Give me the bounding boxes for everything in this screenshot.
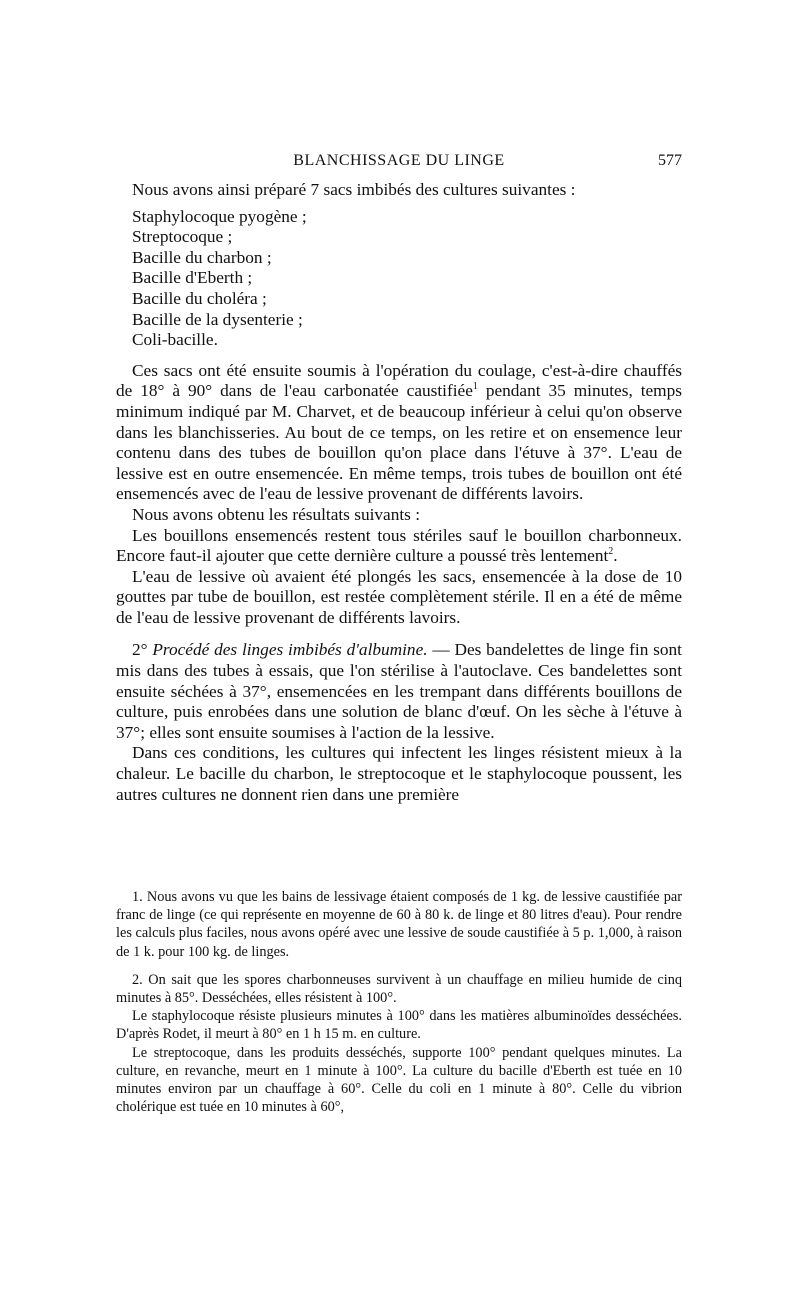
section-heading: Procédé des linges imbibés d'albumine. [152,640,428,660]
footnote-2-continued: Le streptocoque, dans les produits desséchés, supporte 100° pendant quelques minutes. La culture, en revanche, meurt en 1 minute à 100°. La culture du bacille d'Eberth est tuée en 10 minutes environ par un chauffage à 60°. Celle du coli en 1 minute à 80°. Celle du vibrion cholérique est tuée en 10 minutes à 60°, [116,1044,682,1116]
running-title: BLANCHISSAGE DU LINGE [293,152,505,169]
list-item: Coli-bacille. [132,330,218,350]
list-item: Bacille du choléra ; [132,288,267,308]
paragraph-text: . [613,546,618,566]
section-number: 2° [132,640,153,660]
list-item: Bacille du charbon ; [132,247,272,267]
paragraph-text: — Des bandelettes de linge fin sont mis dans des tubes à essais, que l'on stérilise à l'autoclave. Ces bandelettes sont ensuite séchées à 37°, ensemencées en les trempant dans différents bouillons de culture, puis enrobées dans une solution de blanc d'œuf. On les sèche à l'étuve à 37°; elles sont ensuite soumises à l'action de la lessive. [116,640,682,742]
paragraph-results-intro: Nous avons obtenu les résultats suivants : [132,504,420,524]
culture-list [132,207,682,351]
page-number: 577 [658,152,682,169]
paragraph-coulage [116,361,682,505]
footnote-ref: 2 [608,546,614,558]
paragraph-bouillons [116,526,682,567]
paragraph-text: pendant 35 minutes, temps minimum indiqué par M. Charvet, et de beaucoup inférieur à celui qu'on observe dans les blanchisseries. Au bout de ce temps, on les retire et on ensemence leur contenu dans des tubes de bouillon qu'on place dans l'étuve à 37°. L'eau de lessive est en outre ensemencée. En même temps, trois tubes de bouillon ont été ensemencés avec de l'eau de lessive provenant de différents lavoirs. [116,381,682,504]
footnote-2-continued: Le staphylocoque résiste plusieurs minutes à 100° dans les matières albuminoïdes desséchées. D'après Rodet, il meurt à 80° en 1 h 15 m. en culture. [116,1008,682,1043]
footnotes [116,888,682,1116]
paragraph-conditions: Dans ces conditions, les cultures qui infectent les linges résistent mieux à la chaleur. Le bacille du charbon, le streptocoque et le staphylocoque poussent, les autres cultures ne donnent rien dans une première [116,743,682,804]
footnote-ref: 1 [472,381,478,393]
list-item: Bacille d'Eberth ; [132,268,253,288]
list-item: Streptocoque ; [132,227,233,247]
footnote-2: 2. On sait que les spores charbonneuses survivent à un chauffage en milieu humide de cinq minutes à 85°. Desséchées, elles résistent à 100°. [116,971,682,1007]
intro-paragraph: Nous avons ainsi préparé 7 sacs imbibés des cultures suivantes : [132,180,576,199]
list-item: Staphylocoque pyogène ; [132,206,307,226]
main-text [116,180,682,805]
paragraph-text: Ces sacs ont été ensuite soumis à l'opération du coulage, c'est-à-dire chauffés de 18° à 90° dans de l'eau carbonatée caustifiée [116,360,682,401]
paragraph-albumine [116,640,682,743]
paragraph-lessive: L'eau de lessive où avaient été plongés les sacs, ensemencée à la dose de 10 gouttes par tube de bouillon, est restée complètement stérile. Il en a été de même de l'eau de lessive provenant de différents lavoirs. [116,566,682,627]
footnote-1: 1. Nous avons vu que les bains de lessivage étaient composés de 1 kg. de lessive caustifiée par franc de linge (ce qui représente en moyenne de 60 à 80 k. de linge et 80 litres d'eau). Pour rendre les calculs plus faciles, nous avons opéré avec une lessive de soude caustifiée à 5 p. 1,000, à raison de 1 k. pour 100 kg. de linges. [116,889,682,960]
page-header [116,152,682,174]
paragraph-text: Les bouillons ensemencés restent tous stériles sauf le bouillon charbonneux. Encore faut-il ajouter que cette dernière culture a poussé très lentement [116,525,682,566]
list-item: Bacille de la dysenterie ; [132,309,303,329]
